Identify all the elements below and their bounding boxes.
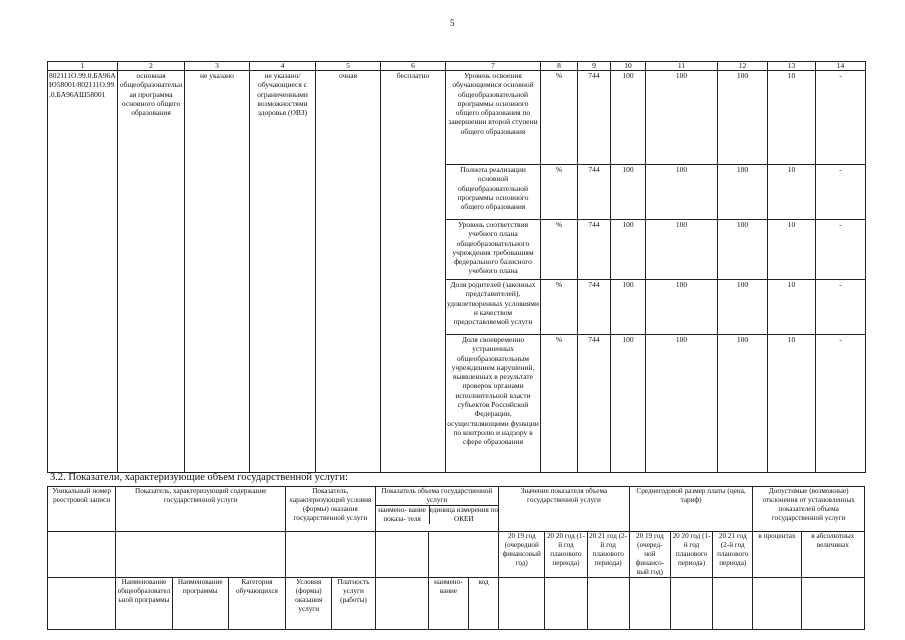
deviation-abs: -: [816, 280, 866, 335]
deviation-pct: 10: [768, 71, 816, 165]
value-2020: 100: [646, 220, 718, 280]
value-2019: 100: [611, 220, 646, 280]
col-num: 3: [185, 62, 250, 71]
indicator-name: Полнота реализации основной общеобразовательной программы основного общего образования: [446, 165, 541, 220]
table-row: [48, 71, 866, 165]
col-num: 6: [381, 62, 446, 71]
volume-name-blank: [375, 578, 428, 630]
value-2019: 100: [611, 335, 646, 473]
col-num: 1: [48, 62, 118, 71]
header-volume-indicator: [375, 487, 499, 532]
blank-cell: [545, 578, 587, 630]
header-deviations: Допустимые (возможные) отклонения от установленных показателей объема государственной услуги: [753, 487, 865, 532]
blank-cell: [587, 578, 629, 630]
col-num: 13: [768, 62, 816, 71]
indicator-name: Доля родителей (законных представителей), удовлетворенных условиями и качеством предоставляемой услуги: [446, 280, 541, 335]
col-num: 7: [446, 62, 541, 71]
deviation-abs: -: [816, 71, 866, 165]
okei-code: 744: [578, 71, 611, 165]
value-2021: 100: [718, 220, 768, 280]
subheader-conditions: Условия (формы) оказания услуги: [286, 578, 332, 630]
program-name: основная общеобразовательная программа основного общего образования: [118, 71, 185, 473]
okei-code: 744: [578, 335, 611, 473]
header-unique-number: Уникальный номер реестровой записи: [48, 487, 116, 532]
header-deviation-abs: в абсолютных величинах: [801, 532, 864, 578]
unique-blank: [48, 578, 116, 630]
header-deviation-pct: в процентах: [753, 532, 801, 578]
column-number-row: [48, 62, 866, 71]
indicator-name: Доля своевременно устраненных общеобразовательным учреждением нарушений, выявленных в результате проверок органами исполнительной власти субъектов Российской Федерации, осуществляющими функции по контролю и надзору в сфере образования: [446, 335, 541, 473]
unit: %: [541, 220, 578, 280]
value-2020: 100: [646, 71, 718, 165]
okei-code: 744: [578, 280, 611, 335]
okei-code: 744: [578, 220, 611, 280]
payment-type: бесплатно: [381, 71, 446, 473]
quality-indicators-table: [47, 61, 866, 473]
conditions-subheader-spacer: [286, 532, 375, 578]
form-of-service: очная: [316, 71, 381, 473]
header-price-2019: 20 19 год (очеред- ной финансо- вый год): [629, 532, 670, 578]
indicator-name: Уровень освоения обучающимися основной общеобразовательной программы основного общего образования по завершении второй ступени общего образования: [446, 71, 541, 165]
value-2019: 100: [611, 280, 646, 335]
volume-indicators-table: [47, 486, 865, 630]
deviation-pct: 10: [768, 335, 816, 473]
col-num: 12: [718, 62, 768, 71]
col-num: 10: [611, 62, 646, 71]
col-num: 5: [316, 62, 381, 71]
header-row: [48, 487, 865, 532]
content-subheader-spacer: [116, 532, 286, 578]
header-year-2019: 20 19 год (очередной финансовый год): [499, 532, 545, 578]
blank-cell: [753, 578, 801, 630]
program-type: не указано: [185, 71, 250, 473]
deviation-pct: 10: [768, 280, 816, 335]
header-average-price: Среднегодовой размер платы (цена, тариф): [629, 487, 753, 532]
student-category: не указано/ обучающиеся с ограниченными возможностями здоровья (ОВЗ): [250, 71, 316, 473]
deviation-pct: 10: [768, 165, 816, 220]
header-content-indicator: Показатель, характеризующий содержание государственной услуги: [116, 487, 286, 532]
page-number: 5: [450, 18, 455, 28]
unit: %: [541, 71, 578, 165]
registry-number: 802111О.99.0.БА96АЮ58001/802111О.99.0.БА96АШ58001: [48, 71, 118, 473]
deviation-abs: -: [816, 220, 866, 280]
unique-spacer: [48, 532, 116, 578]
col-num: 8: [541, 62, 578, 71]
subheader-unit-name: наимено- вание: [428, 578, 468, 630]
okei-code: 744: [578, 165, 611, 220]
header-year-2020: 20 20 год (1-й год планового периода): [545, 532, 587, 578]
subheader-category: Категория обучающихся: [228, 578, 285, 630]
unit: %: [541, 165, 578, 220]
col-num: 9: [578, 62, 611, 71]
header-conditions-indicator: Показатель, характеризующий условия (формы) оказания государственной услуги: [286, 487, 375, 532]
col-num: 11: [646, 62, 718, 71]
value-2019: 100: [611, 71, 646, 165]
header-volume-title: Показатель объема государственной услуги: [376, 487, 499, 506]
header-volume-value: Значение показателя объема государственной услуги: [499, 487, 630, 532]
header-year-2021: 20 21 год (2-й год планового периода): [587, 532, 629, 578]
col-num: 4: [250, 62, 316, 71]
header-volume-name: наимено- вание показа- теля: [376, 506, 430, 524]
value-2020: 100: [646, 280, 718, 335]
blank-cell: [499, 578, 545, 630]
blank-cell: [801, 578, 864, 630]
blank-cell: [713, 578, 753, 630]
value-2021: 100: [718, 280, 768, 335]
subheader-program-name: Наименование общеобразовательной программы: [116, 578, 172, 630]
value-2021: 100: [718, 335, 768, 473]
deviation-abs: -: [816, 165, 866, 220]
blank-cell: [629, 578, 670, 630]
value-2020: 100: [646, 335, 718, 473]
volume-name-spacer: [375, 532, 428, 578]
value-2021: 100: [718, 71, 768, 165]
subheader-payment: Платность услуги (работы): [332, 578, 375, 630]
header-price-2020: 20 20 год (1-й год планового периода): [670, 532, 712, 578]
subheader-unit-code: код: [468, 578, 498, 630]
unit: %: [541, 335, 578, 473]
unit-spacer: [428, 532, 498, 578]
deviation-pct: 10: [768, 220, 816, 280]
header-volume-unit: единица измерения по ОКЕИ: [429, 506, 499, 523]
subheader-program: Наименование программы: [172, 578, 228, 630]
value-2020: 100: [646, 165, 718, 220]
section-title: 3.2. Показатели, характеризующие объем государственной услуги:: [50, 472, 348, 483]
col-num: 2: [118, 62, 185, 71]
deviation-abs: -: [816, 335, 866, 473]
col-num: 14: [816, 62, 866, 71]
blank-cell: [670, 578, 712, 630]
subheader-row: [48, 578, 865, 630]
value-2021: 100: [718, 165, 768, 220]
unit: %: [541, 280, 578, 335]
value-2019: 100: [611, 165, 646, 220]
header-price-2021: 20 21 год (2-й год планового периода): [713, 532, 753, 578]
indicator-name: Уровень соответствия учебного плана общеобразовательного учреждения требованиям федерального базисного учебного плана: [446, 220, 541, 280]
